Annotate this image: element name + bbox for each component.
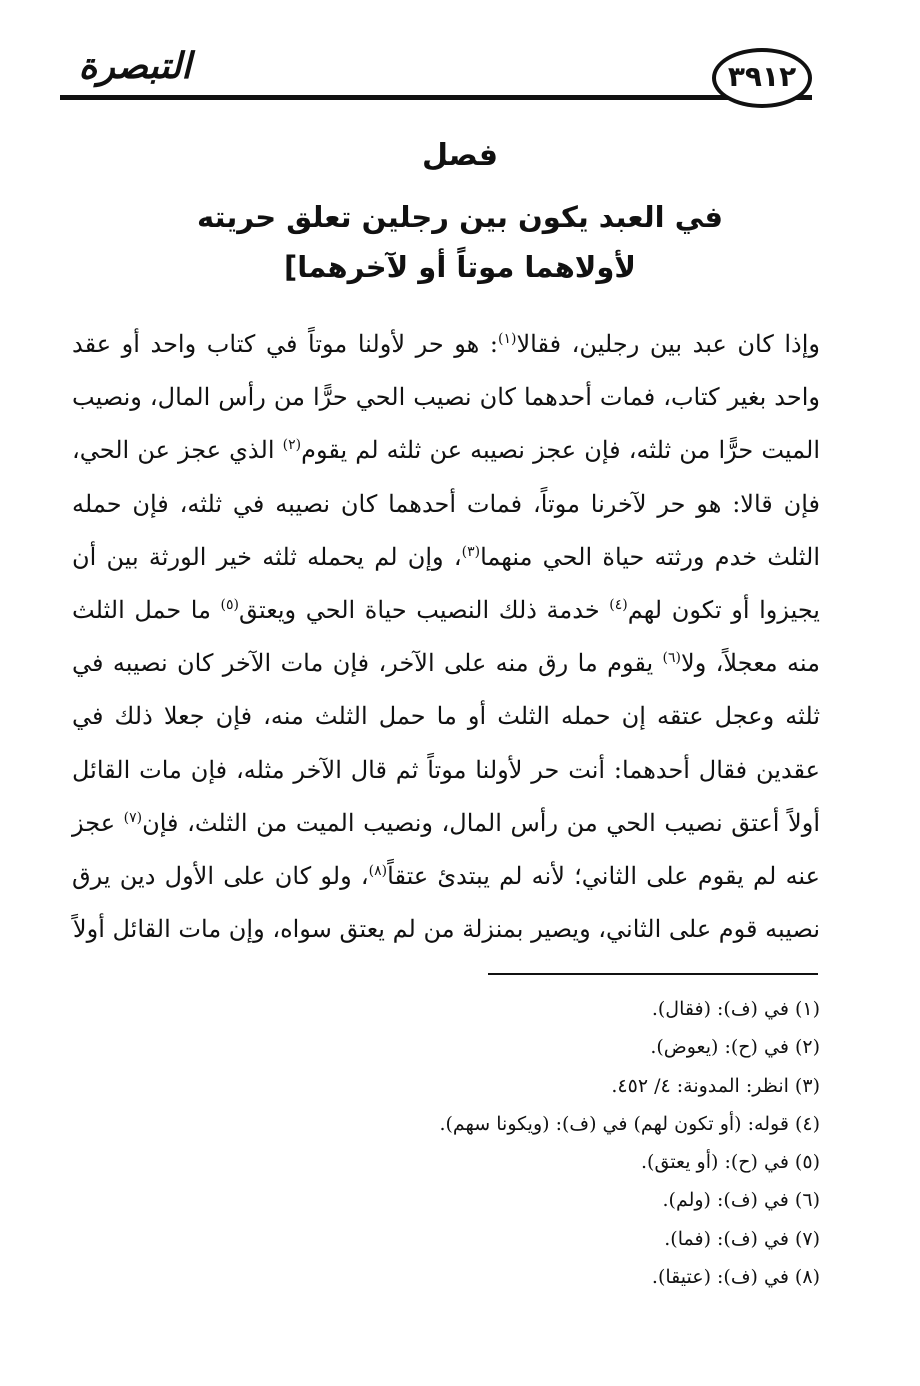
footnote-list [120, 990, 820, 1296]
footnote-5: (٥) في (ح): (أو يعتق). [641, 1151, 820, 1174]
section-title-line-2: لأولاهما موتاً أو لآخرهما] [283, 250, 637, 284]
footnote-1: (١) في (ف): (فقال). [651, 998, 820, 1020]
main-paragraph [72, 318, 820, 956]
footnote-separator [488, 973, 818, 975]
footnote-2: (٢) في (ح): (يعوض). [650, 1036, 820, 1059]
footnote-ref-4: (٤) [609, 597, 628, 614]
text-segment: ، ولو كان على الأول دين يرق نصيبه قوم على الثاني، ويصير بمنزلة من لم يعتق سواه، وإن مات القائل أولاً [72, 862, 820, 944]
footnote-7: (٧) في (ف): (فما). [664, 1227, 820, 1250]
section-title-line-1: في العبد يكون بين رجلين تعلق حريته [196, 200, 724, 234]
footnote-3: (٣) انظر: المدونة: ٤/ ٤٥٢. [611, 1074, 820, 1097]
section-heading: فصل [422, 138, 498, 173]
header-rule [60, 95, 812, 100]
text-segment: الذي عجز عن الحي، فإن قالا: هو حر لآخرنا موتاً، فمات أحدهما كان نصيبه في ثلثه، فإن حمله الثلث خدم ورثته حياة الحي منهما [72, 436, 820, 571]
footnote-4: (٤) قوله: (أو تكون لهم) في (ف): (ويكونا سهم). [439, 1112, 820, 1135]
footnote-ref-2: (٢) [282, 437, 302, 454]
footnote-ref-8: (٨) [368, 863, 388, 880]
footnote-8: (٨) في (ف): (عتيقا). [651, 1266, 820, 1289]
text-segment: ما حمل الثلث منه معجلاً، ولا [72, 596, 820, 678]
footnote-ref-7: (٧) [123, 809, 143, 826]
text-segment: ، وإن لم يحمله ثلثه خير الورثة بين أن يجيزوا أو تكون لهم [72, 542, 820, 625]
book-title: التبصرة [78, 45, 192, 87]
footnote-6: (٦) في (ف): (ولم). [662, 1189, 820, 1212]
text-segment: خدمة ذلك النصيب حياة الحي ويعتق [239, 596, 610, 625]
page-header [60, 40, 860, 110]
text-segment: يقوم ما رق منه على الآخر، فإن مات الآخر كان نصيبه في ثلثه وعجل عتقه إن حمله الثلث أو ما حمل الثلث منه، فإن جعلا ذلك في عقدين فقال أحدهما: أنت حر لأولنا موتاً ثم قال الآخر مثله، فإن مات القائل أولاً أعتق نصيب الحي من رأس المال، ونصيب الميت من الثلث، فإن [72, 649, 820, 837]
footnote-ref-6: (٦) [662, 650, 682, 667]
footnote-ref-5: (٥) [220, 597, 240, 614]
text-segment: : هو حر لأولنا موتاً في كتاب واحد أو عقد واحد بغير كتاب، فمات أحدهما كان نصيب الحي حرًّا من رأس المال، ونصيب الميت حرًّا من ثلثه، فإن عجز نصيبه عن ثلثه لم يقوم [72, 330, 820, 465]
page-number: ٣٩١٢ [712, 48, 812, 108]
footnote-ref-1: (١) [498, 331, 517, 347]
text-segment: وإذا كان عبد بين رجلين، فقالا [516, 330, 820, 358]
footnote-ref-3: (٣) [461, 543, 481, 560]
text-segment: عجز عنه لم يقوم على الثاني؛ لأنه لم يبتدئ عتقاً [72, 808, 820, 891]
